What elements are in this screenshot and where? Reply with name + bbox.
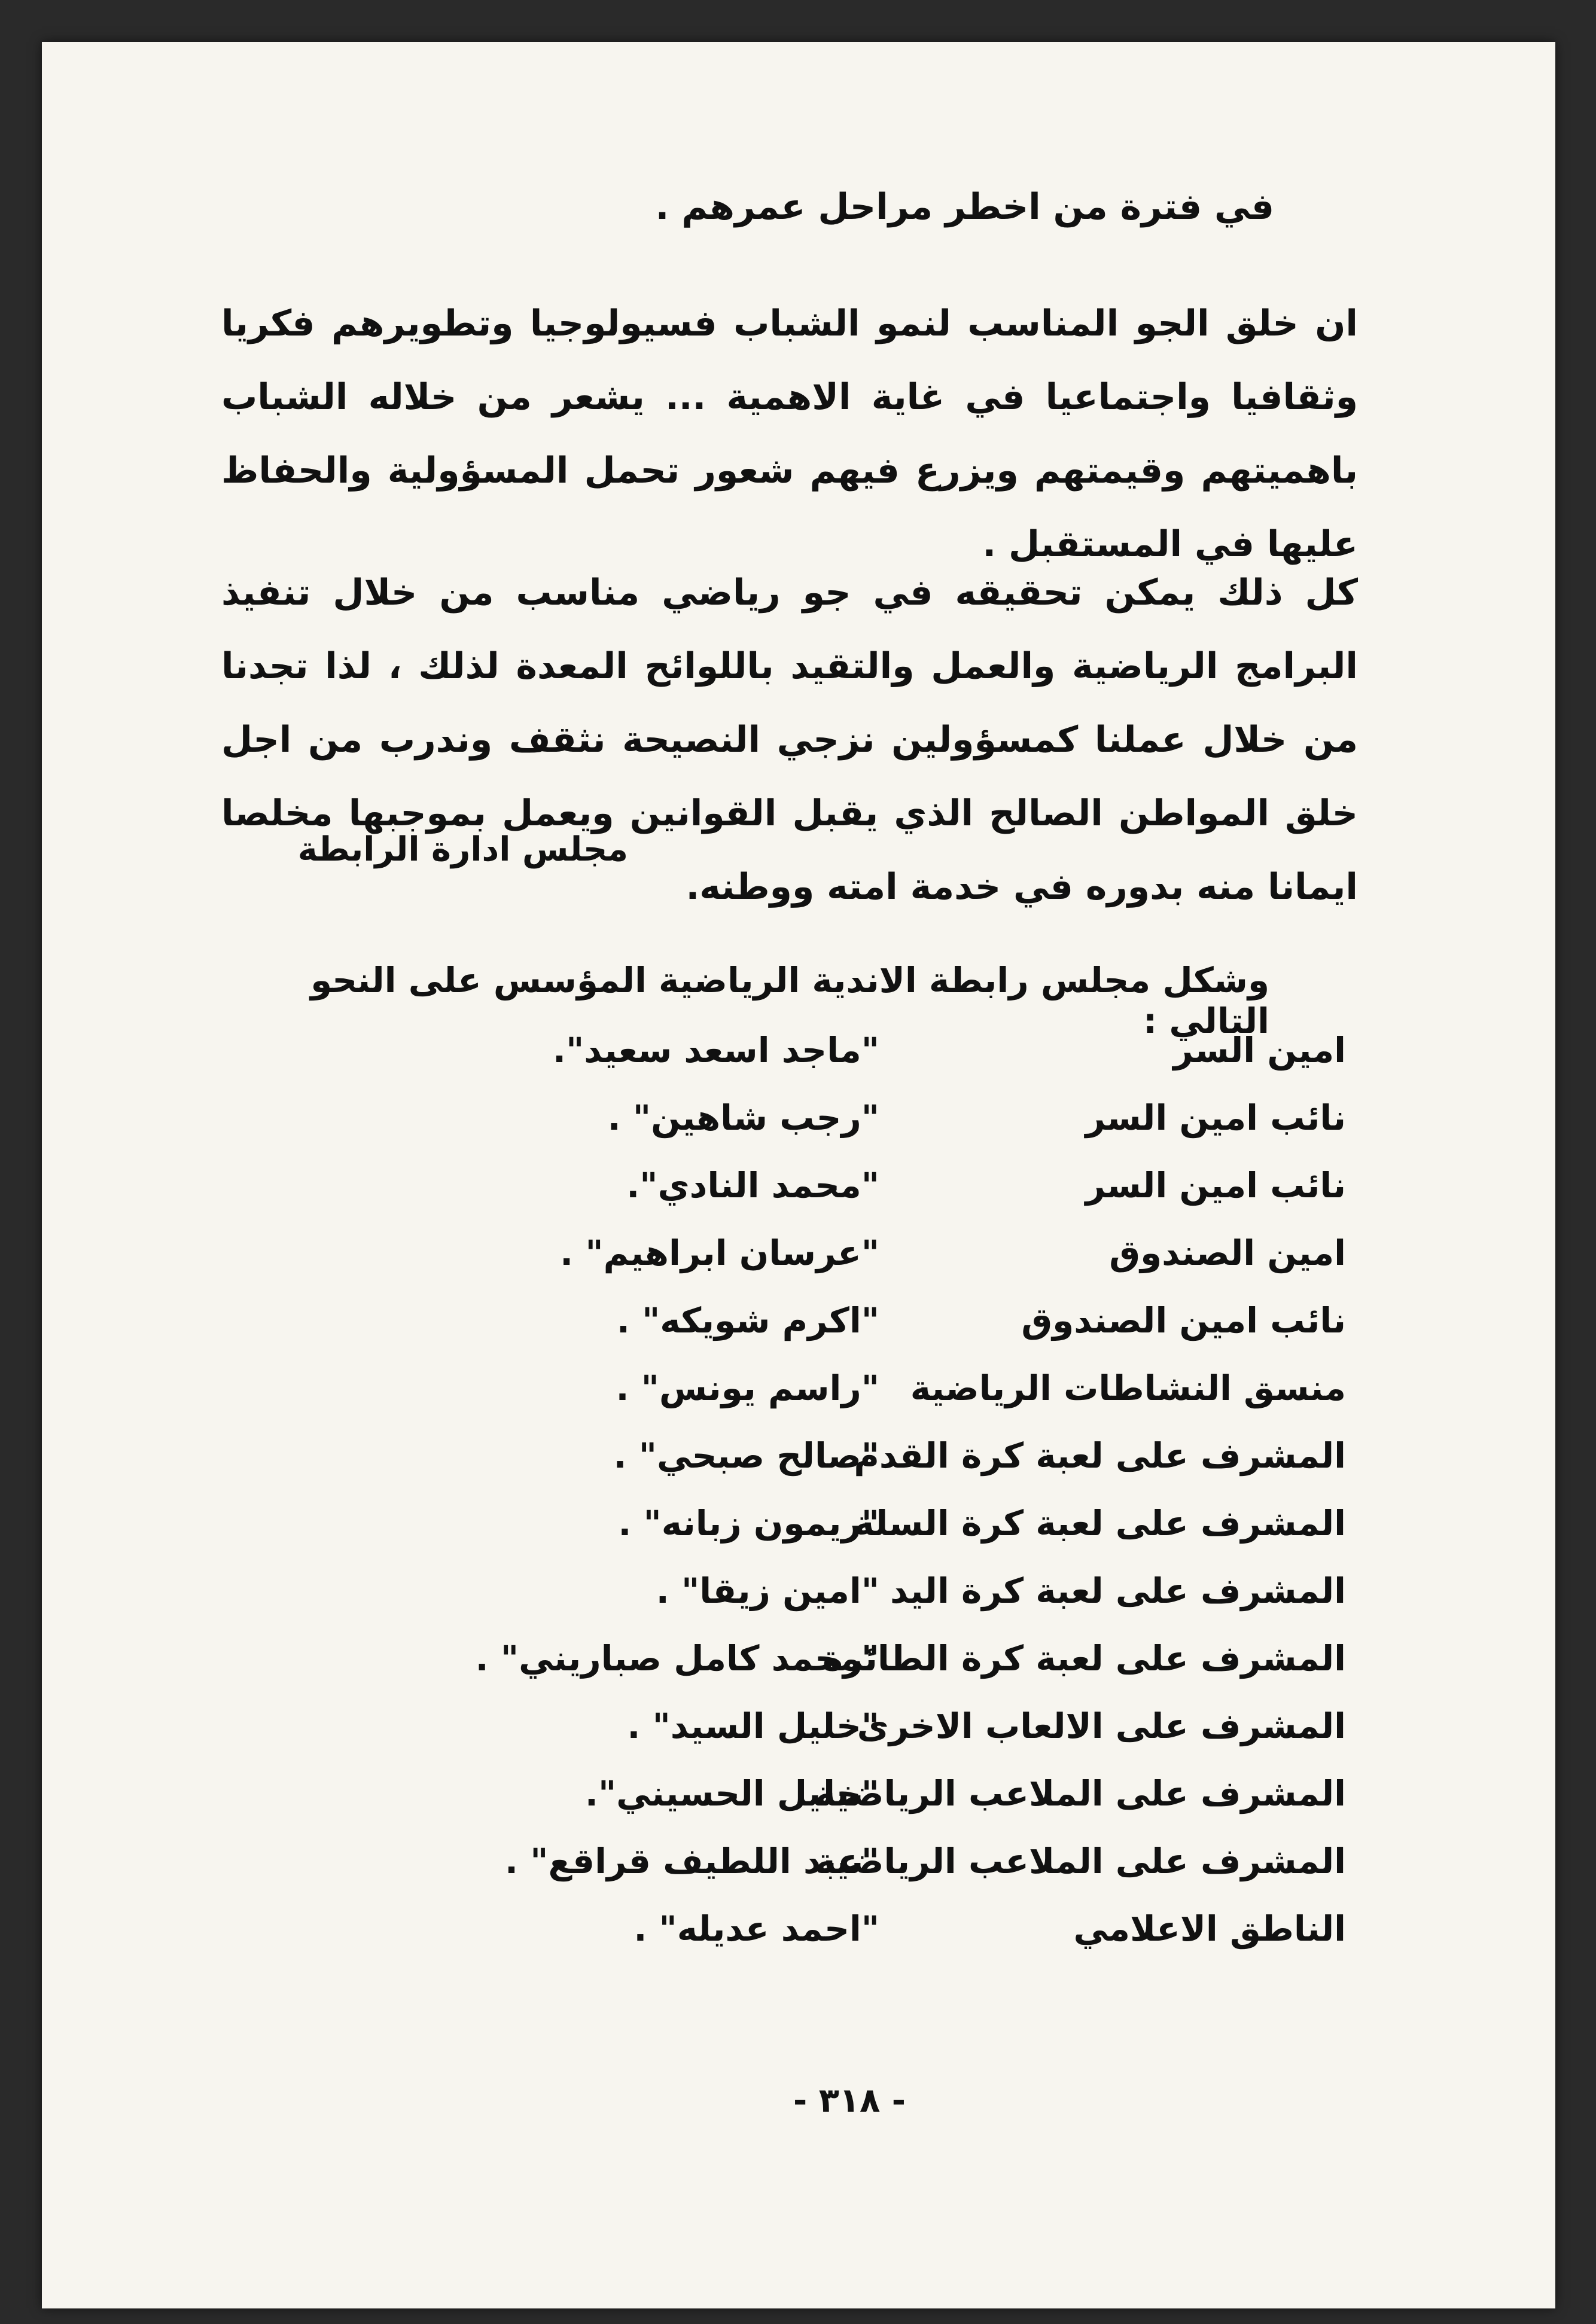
member-row <box>389 1165 1346 1225</box>
member-name: "عرسان ابراهيم" . <box>560 1233 879 1273</box>
member-role: الناطق الاعلامي <box>1073 1908 1346 1949</box>
page-number: - ٣١٨ - <box>793 2081 906 2120</box>
member-role: المشرف على لعبة كرة القدم <box>854 1435 1346 1476</box>
member-role: امين الصندوق <box>1109 1233 1346 1273</box>
member-name: "ريمون زبانه" . <box>618 1503 879 1544</box>
member-role: نائب امين الصندوق <box>1021 1300 1346 1341</box>
member-name: "خليل السيد" . <box>627 1706 879 1746</box>
member-row <box>389 1368 1346 1428</box>
member-role: منسق النشاطات الرياضية <box>910 1368 1346 1408</box>
paragraph-2: ان خلق الجو المناسب لنمو الشباب فسيولوجيا وتطويرهم فكريا وثقافيا واجتماعيا في غاية الاهمية ... يشعر من خلاله الشباب باهميتهم وقيمتهم ويزرع فيهم شعور تحمل المسؤولية والحفاظ عليها في المستقبل . <box>221 303 1358 565</box>
member-role: نائب امين السر <box>1085 1097 1346 1138</box>
member-row <box>389 1435 1346 1495</box>
member-name: "رجب شاهين" . <box>607 1097 879 1138</box>
member-row <box>389 1233 1346 1292</box>
member-row <box>389 1773 1346 1833</box>
member-role: امين السر <box>1173 1030 1346 1070</box>
members-intro: وشكل مجلس رابطة الاندية الرياضية المؤسس على النحو التالي : <box>310 960 1269 1041</box>
member-role: نائب امين السر <box>1085 1165 1346 1206</box>
member-role: المشرف على لعبة كرة الطائرة <box>822 1638 1346 1679</box>
paragraph-3: كل ذلك يمكن تحقيقه في جو رياضي مناسب من خلال تنفيذ البرامج الرياضية والعمل والتقيد باللوائح المعدة لذلك ، لذا تجدنا من خلال عملنا كمسؤولين نزجي النصيحة نثقف وندرب من اجل خلق المواطن الصالح الذي يقبل القوانين ويعمل بموجبها مخلصا ايمانا منه بدوره في خدمة امته ووطنه. <box>221 572 1358 908</box>
member-role: المشرف على الملاعب الرياضية <box>815 1841 1346 1881</box>
member-name: "ماجد اسعد سعيد". <box>553 1030 879 1070</box>
paragraph-1: في فترة من اخطر مراحل عمرهم . <box>655 186 1274 228</box>
member-row <box>389 1841 1346 1901</box>
member-row <box>389 1503 1346 1563</box>
member-name: "خليل الحسيني". <box>584 1773 879 1814</box>
member-name: "راسم يونس" . <box>616 1368 879 1408</box>
member-name: "احمد عديله" . <box>633 1908 879 1949</box>
member-role: المشرف على الالعاب الاخرى <box>857 1706 1346 1746</box>
signature: مجلس ادارة الرابطة <box>297 830 628 869</box>
member-row <box>389 1908 1346 1968</box>
member-name: "امين زيقا" . <box>656 1570 879 1611</box>
document-page <box>42 42 1555 2308</box>
member-role: المشرف على لعبة كرة السلة <box>854 1503 1346 1544</box>
member-row <box>389 1570 1346 1630</box>
member-row <box>389 1097 1346 1157</box>
member-row <box>389 1030 1346 1090</box>
member-name: "محمد كامل صباريني" . <box>475 1638 879 1679</box>
member-name: "عبد اللطيف قراقع" . <box>505 1841 879 1881</box>
member-name: "محمد النادي". <box>626 1165 879 1206</box>
member-name: "صالح صبحي" . <box>613 1435 879 1476</box>
member-row <box>389 1300 1346 1360</box>
member-role: المشرف على لعبة كرة اليد <box>890 1570 1346 1611</box>
member-role: المشرف على الملاعب الرياضية <box>815 1773 1346 1814</box>
member-name: "اكرم شويكه" . <box>616 1300 879 1341</box>
member-row <box>389 1706 1346 1765</box>
member-row <box>389 1638 1346 1698</box>
